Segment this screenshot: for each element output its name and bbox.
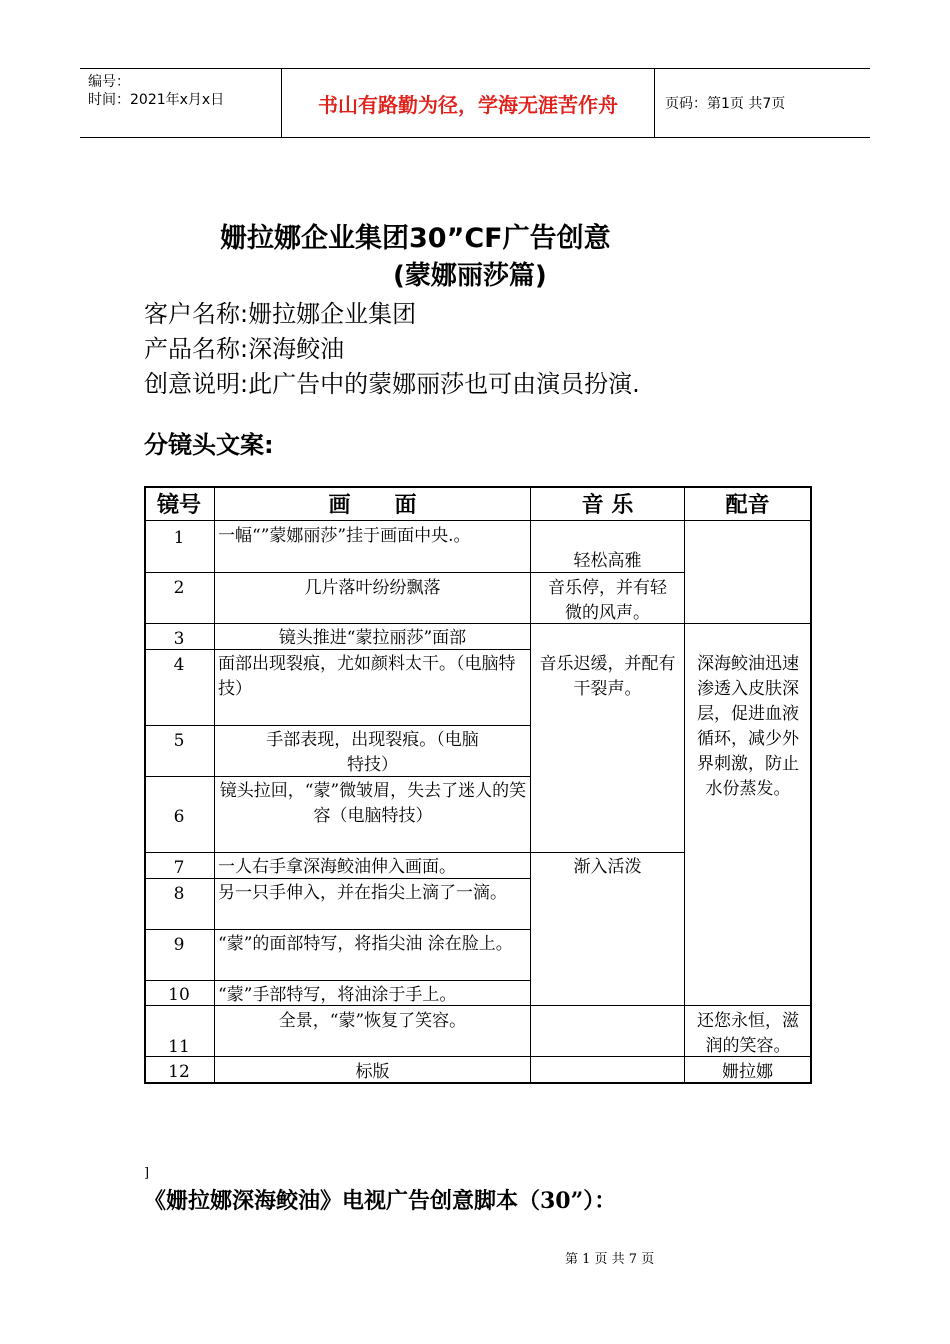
stray-bracket: ] [144,1166,150,1181]
product-name: 产品名称:深海鲛油 [144,335,345,363]
scene-text: “蒙”的面部特写，将指尖油 涂在脸上。 [218,934,513,954]
shot-number: 11 [168,1037,190,1057]
shot-number: 3 [173,629,185,649]
section-heading: 分镜头文案: [144,431,274,459]
time-label: 时间：2021年x月x日 [88,92,225,108]
scene-text: 面部出现裂痕，尤如颜料太干。（电脑特技） [218,654,516,699]
scene-text: 全景，“蒙”恢复了笑容。 [278,1011,467,1031]
voice-text: 姗拉娜 [722,1062,773,1082]
shot-number: 9 [173,935,185,955]
page-number: 第 1 页 共 7 页 [565,1252,655,1267]
shot-number: 2 [173,578,185,598]
scene-text: 手部表现，出现裂痕。（电脑特技） [266,730,479,775]
header-voice: 配音 [725,492,770,518]
shot-number: 12 [168,1062,190,1082]
header-motto: 书山有路勤为径，学海无涯苦作舟 [282,69,655,137]
voice-text: 深海鲛油迅速渗透入皮肤深层，促进血液循环，减少外界刺激，防止水份蒸发。 [697,654,799,799]
header-meta [80,69,282,137]
doc-title: 姗拉娜企业集团30”CF广告创意 [220,223,611,254]
shot-number: 4 [173,655,185,675]
scene-text: 镜头拉回，“蒙”微皱眉，失去了迷人的笑容（电脑特技） [219,781,527,826]
scene-text: 另一只手伸入，并在指尖上滴了一滴。 [218,883,507,903]
scene-text: 几片落叶纷纷飘落 [304,578,441,598]
header-page-label: 页码：第1页 共7页 [665,96,786,112]
voice-text: 还您永恒，滋润的笑容。 [697,1011,799,1056]
client-name: 客户名称:姗拉娜企业集团 [144,300,417,328]
storyboard-table [144,486,812,1084]
creative-note: 创意说明:此广告中的蒙娜丽莎也可由演员扮演. [144,370,640,398]
scene-text: “蒙”手部特写，将油涂于手上。 [218,985,457,1005]
scene-text: 一人右手拿深海鲛油伸入画面。 [218,857,456,877]
shot-number: 5 [173,731,185,751]
music-text: 音乐停，并有轻微的风声。 [548,578,667,623]
number-label: 编号： [88,74,130,90]
shot-number: 1 [173,528,185,548]
header-music: 音 乐 [581,492,634,518]
shot-number: 8 [173,884,185,904]
shot-number: 6 [173,807,185,827]
scene-text: 标版 [355,1062,390,1082]
shot-number: 7 [173,858,185,878]
header-scene: 画 面 [328,492,417,518]
header-shot-no: 镜号 [156,492,201,518]
script-title: 《姗拉娜深海鲛油》电视广告创意脚本（30”）： [144,1188,617,1214]
music-text: 音乐迟缓，并配有干裂声。 [539,654,676,699]
doc-subtitle: (蒙娜丽莎篇) [393,261,547,291]
scene-text: 一幅“”蒙娜丽莎”挂于画面中央.。 [218,526,471,546]
music-text: 轻松高雅 [573,551,642,571]
page-header [80,68,870,138]
scene-text: 镜头推进“蒙拉丽莎”面部 [278,628,467,648]
music-text: 渐入活泼 [573,857,642,877]
shot-number: 10 [168,985,190,1005]
